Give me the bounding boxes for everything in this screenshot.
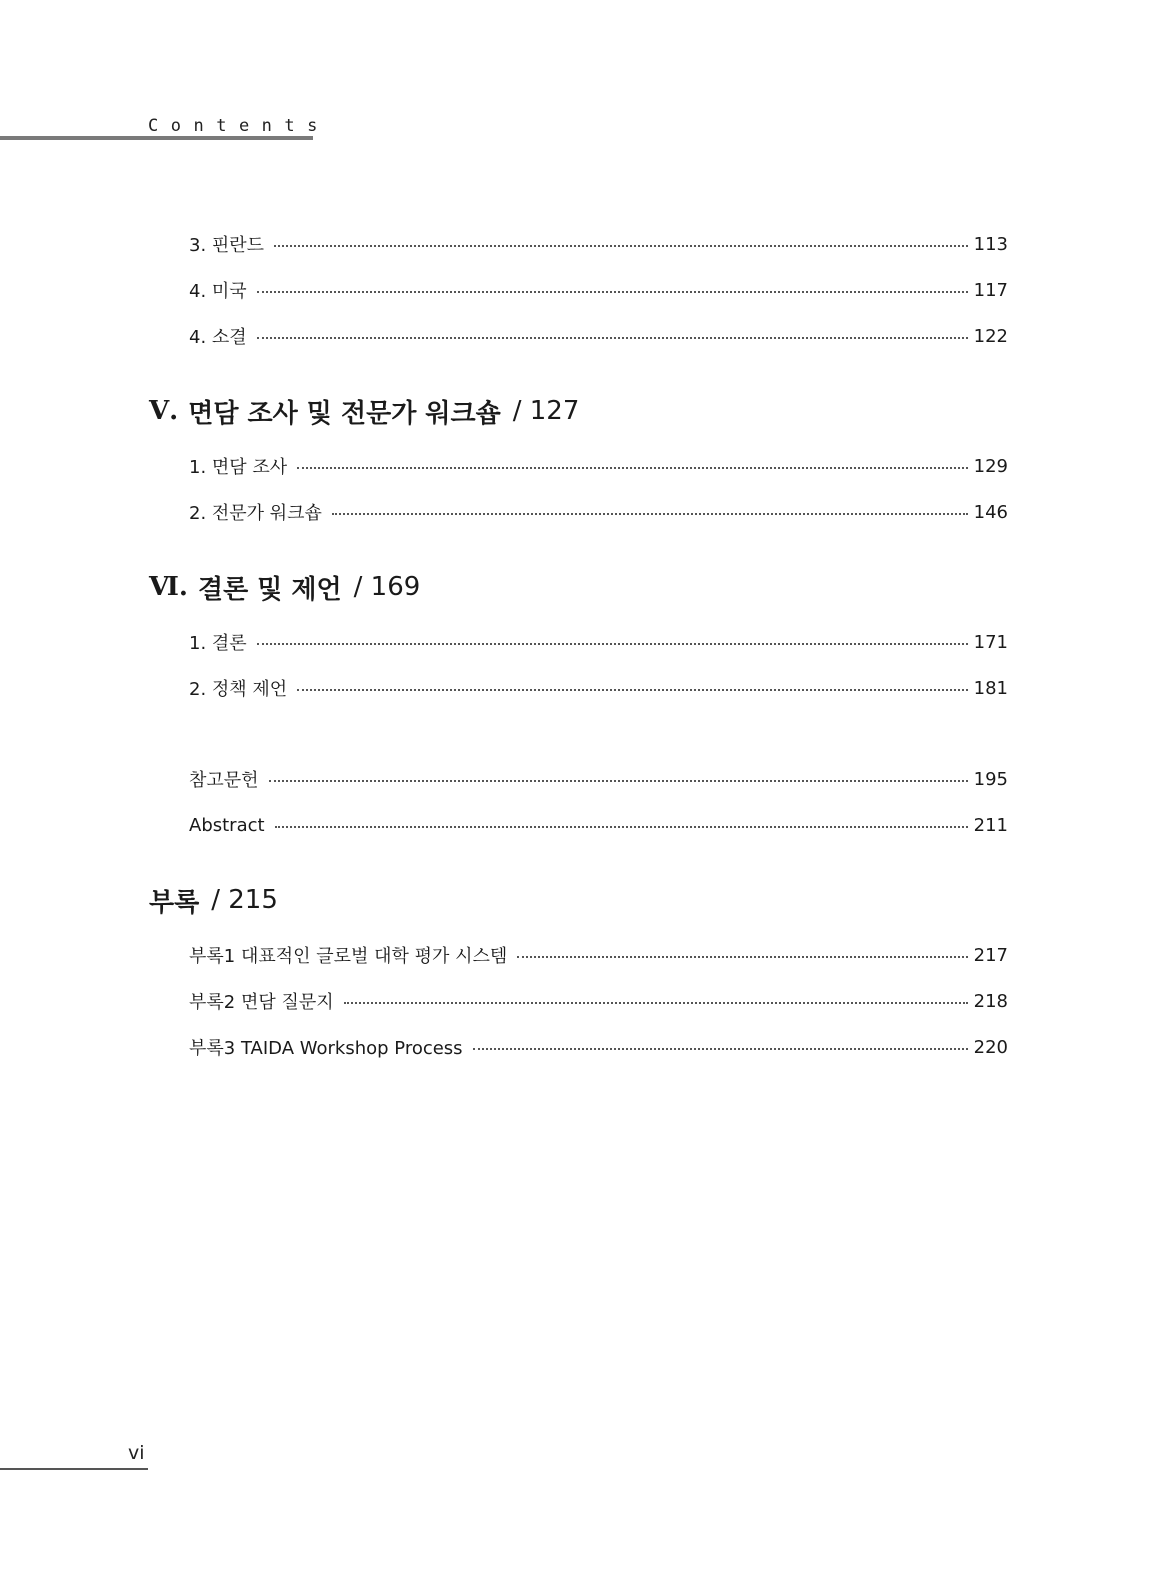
toc-entry[interactable] <box>189 943 1008 967</box>
section-heading-6[interactable] <box>149 570 420 604</box>
toc-entry[interactable] <box>189 232 1008 256</box>
toc-entry-label: 2. 전문가 워크숍 <box>189 503 322 524</box>
toc-entry[interactable] <box>189 324 1008 348</box>
toc-entry-references[interactable] <box>189 767 1008 791</box>
toc-entry-label: 참고문헌 <box>189 770 259 791</box>
section-title: 부록 <box>149 887 200 918</box>
running-header-label: Contents <box>148 116 330 136</box>
dot-leader <box>275 826 968 828</box>
toc-entry-label: 2. 정책 제언 <box>189 679 288 700</box>
section-title: 면담 조사 및 전문가 워크숍 <box>188 398 501 429</box>
toc-entry-page: 146 <box>973 501 1008 523</box>
toc-entry[interactable] <box>189 989 1008 1013</box>
dot-leader <box>473 1048 968 1050</box>
dot-leader <box>297 689 967 691</box>
footer-page-number: vi <box>128 1442 145 1464</box>
section-title: 결론 및 제언 <box>197 574 342 605</box>
dot-leader <box>297 467 967 469</box>
toc-entry-page: 211 <box>973 814 1008 836</box>
dot-leader <box>517 956 967 958</box>
toc-entry-page: 117 <box>973 279 1008 301</box>
dot-leader <box>257 291 968 293</box>
toc-entry-page: 171 <box>973 631 1008 653</box>
toc-entry-label: 4. 미국 <box>189 281 247 302</box>
section-heading-appendix[interactable] <box>149 883 278 917</box>
toc-entry-page: 195 <box>973 768 1008 790</box>
dot-leader <box>269 780 968 782</box>
toc-entry-page: 218 <box>973 990 1008 1012</box>
toc-entry-page: 122 <box>973 325 1008 347</box>
toc-entry-label: Abstract <box>189 814 265 836</box>
toc-entry-label: 4. 소결 <box>189 327 247 348</box>
dot-leader <box>274 245 968 247</box>
section-numeral: Ⅵ. <box>149 572 188 602</box>
toc-entry[interactable] <box>189 676 1008 700</box>
toc-entry-page: 181 <box>973 677 1008 699</box>
section-page: / 169 <box>353 572 421 602</box>
toc-entry[interactable] <box>189 630 1008 654</box>
toc-entry[interactable] <box>189 500 1008 524</box>
section-numeral: Ⅴ. <box>149 396 179 426</box>
toc-entry[interactable] <box>189 1035 1008 1059</box>
dot-leader <box>257 643 968 645</box>
toc-entry-label: 부록3 TAIDA Workshop Process <box>189 1038 463 1059</box>
section-heading-5[interactable] <box>149 394 579 428</box>
running-header-rule <box>0 136 313 140</box>
toc-entry-label: 부록1 대표적인 글로벌 대학 평가 시스템 <box>189 946 508 967</box>
toc-entry-label: 3. 핀란드 <box>189 235 265 256</box>
toc-entry-label: 1. 면담 조사 <box>189 457 288 478</box>
section-page: / 127 <box>512 396 580 426</box>
toc-entry-page: 113 <box>973 233 1008 255</box>
toc-entry-abstract[interactable] <box>189 813 1008 837</box>
toc-entry-page: 220 <box>973 1036 1008 1058</box>
toc-entry[interactable] <box>189 278 1008 302</box>
toc-entry-page: 217 <box>973 944 1008 966</box>
toc-entry-label: 1. 결론 <box>189 633 247 654</box>
toc-entry-page: 129 <box>973 455 1008 477</box>
dot-leader <box>344 1002 968 1004</box>
dot-leader <box>332 513 968 515</box>
dot-leader <box>257 337 968 339</box>
toc-entry-label: 부록2 면담 질문지 <box>189 992 334 1013</box>
toc-entry[interactable] <box>189 454 1008 478</box>
section-page: / 215 <box>211 885 278 915</box>
footer-rule <box>0 1468 148 1470</box>
